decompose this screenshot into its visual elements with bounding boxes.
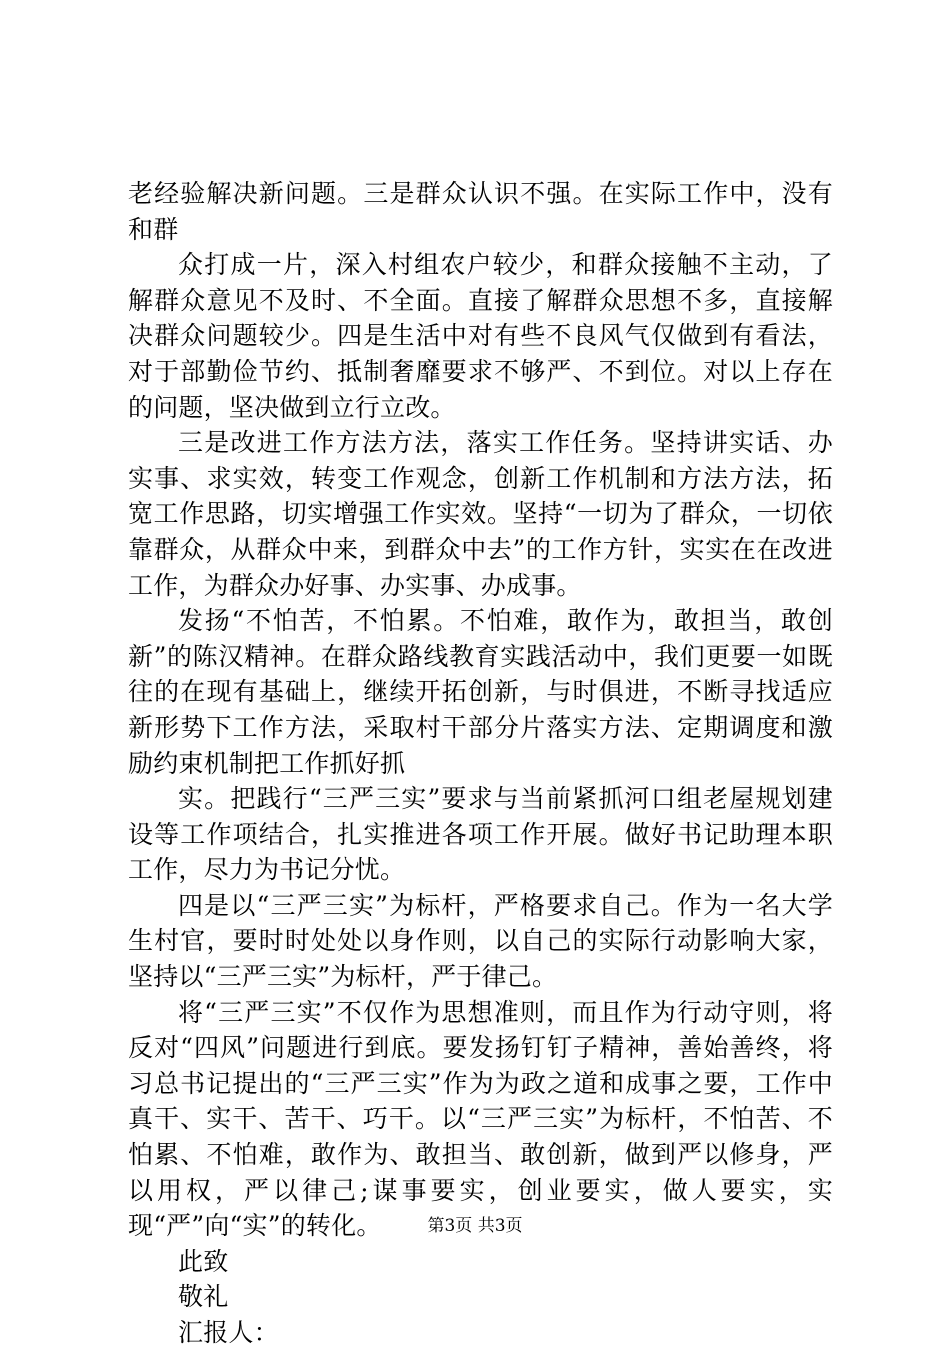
paragraph: 将“三严三实”不仅作为思想准则，而且作为行动守则，将反对“四风”问题进行到底。要发扬钉钉子精神，善始善终，将习总书记提出的“三严三实”作为为政之道和成事之要，工作中真干、实干、苦干、巧干。以“三严三实”为标杆，不怕苦、不怕累、不怕难，敢作为、敢担当、敢创新，做到严以修身，严以用权，严以律己;谋事要实，创业要实，做人要实，实现“严”向“实”的转化。 — [128, 997, 833, 1241]
paragraph: 四是以“三严三实”为标杆，严格要求自己。作为一名大学生村官，要时时处处以身作则，以自己的实际行动影响大家，坚持以“三严三实”为标杆，严于律己。 — [128, 890, 833, 992]
paragraph: 众打成一片，深入村组农户较少，和群众接触不主动，了解群众意见不及时、不全面。直接了解群众思想不多，直接解决群众问题较少。四是生活中对有些不良风气仅做到有看法，对于部勤俭节约、抵制奢靡要求不够严、不到位。对以上存在的问题，坚决做到立行立改。 — [128, 250, 833, 422]
paragraph: 三是改进工作方法方法，落实工作任务。坚持讲实话、办实事、求实效，转变工作观念，创新工作机制和方法方法，拓宽工作思路，切实增强工作实效。坚持“一切为了群众，一切依靠群众，从群众中来，到群众中去”的工作方针，实实在在改进工作，为群众办好事、办实事、办成事。 — [128, 428, 833, 600]
document-body — [128, 176, 833, 1351]
paragraph-continuation: 老经验解决新问题。三是群众认识不强。在实际工作中，没有和群 — [128, 179, 833, 244]
reporter-signature-line: 汇报人： — [178, 1318, 279, 1347]
paragraph: 实。把践行“三严三实”要求与当前紧抓河口组老屋规划建设等工作项结合，扎实推进各项工作开展。做好书记助理本职工作，尽力为书记分忧。 — [128, 784, 833, 885]
page-number-footer: 第3页 共3页 — [427, 1216, 523, 1236]
paragraph: 发扬“不怕苦，不怕累。不怕难，敢作为，敢担当，敢创新”的陈汉精神。在群众路线教育实践活动中，我们更要一如既往的在现有基础上，继续开拓创新，与时俱进，不断寻找适应新形势下工作方法，采取村干部分片落实方法、定期调度和激励约束机制把工作抓好抓 — [128, 606, 833, 778]
closing-salutation: 此致 — [178, 1246, 229, 1276]
closing-regards: 敬礼 — [178, 1282, 229, 1312]
